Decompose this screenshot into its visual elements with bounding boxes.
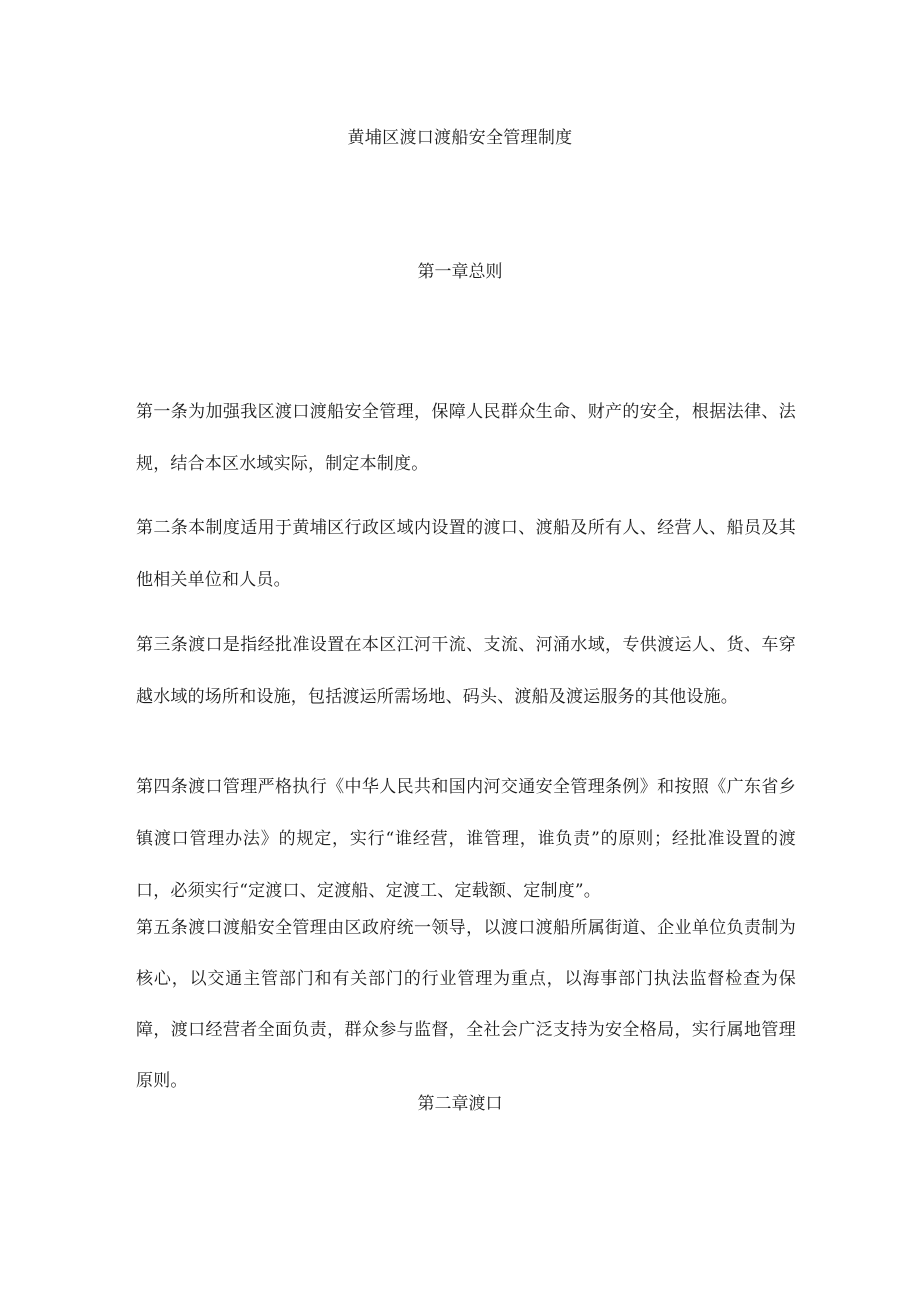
chapter-heading-1: 第一章总则: [417, 262, 503, 282]
chapter-heading-2: 第二章渡口: [417, 1094, 503, 1114]
article-4: 第四条渡口管理严格执行《中华人民共和国内河交通安全管理条例》和按照《广东省乡镇渡口管理办法》的规定，实行“谁经营，谁管理，谁负责”的原则；经批准设置的渡口，必须实行“定渡口、定渡船、定渡工、定载额、定制度”。: [136, 777, 796, 901]
article-5: 第五条渡口渡船安全管理由区政府统一领导，以渡口渡船所属街道、企业单位负责制为核心，以交通主管部门和有关部门的行业管理为重点，以海事部门执法监督检查为保障，渡口经营者全面负责，群众参与监督，全社会广泛支持为安全格局，实行属地管理原则。: [136, 918, 796, 1091]
document-title: 黄埔区渡口渡船安全管理制度: [347, 128, 573, 148]
article-2: 第二条本制度适用于黄埔区行政区域内设置的渡口、渡船及所有人、经营人、船员及其他相关单位和人员。: [136, 518, 796, 590]
article-1: 第一条为加强我区渡口渡船安全管理，保障人民群众生命、财产的安全，根据法律、法规，结合本区水域实际，制定本制度。: [136, 402, 796, 474]
article-3: 第三条渡口是指经批准设置在本区江河干流、支流、河涌水域，专供渡运人、货、车穿越水域的场所和设施，包括渡运所需场地、码头、渡船及渡运服务的其他设施。: [136, 635, 796, 707]
